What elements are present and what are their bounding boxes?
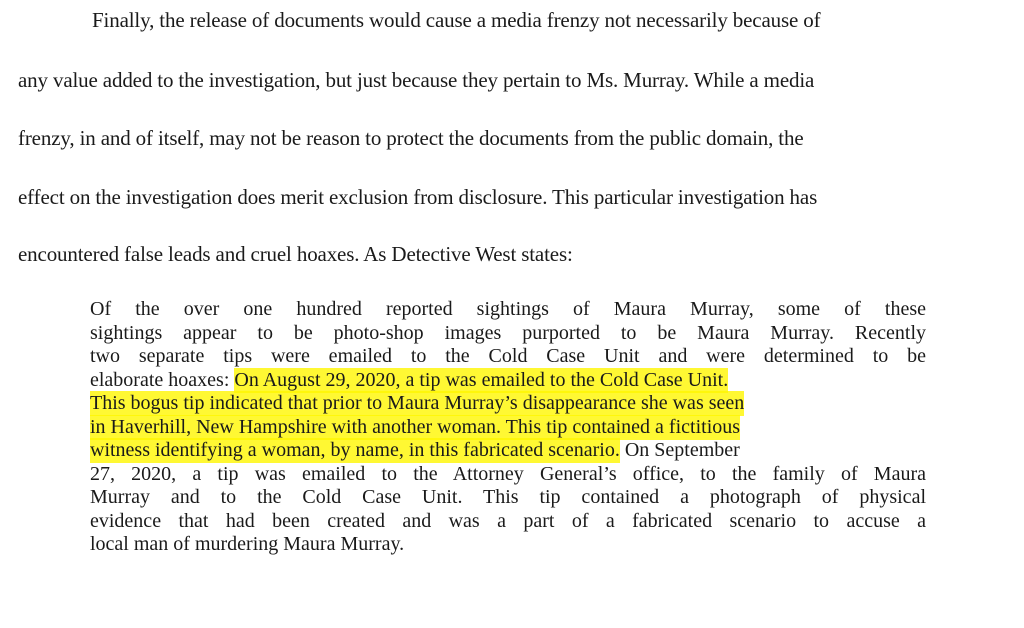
paragraph-line-1: Finally, the release of documents would cause a media frenzy not necessarily because of bbox=[92, 8, 821, 32]
quote-text: elaborate hoaxes: bbox=[90, 368, 235, 391]
paragraph-line-3: frenzy, in and of itself, may not be reason to protect the documents from the public domain, the bbox=[18, 126, 804, 150]
paragraph-line-4: effect on the investigation does merit exclusion from disclosure. This particular investigation has bbox=[18, 185, 818, 209]
quote-text: sightings appear to be photo-shop images purported to be Maura Murray. Recently bbox=[90, 321, 926, 344]
quote-text: Of the over one hundred reported sightings of Maura Murray, some of these bbox=[90, 298, 926, 320]
quote-text: two separate tips were emailed to the Cold Case Unit and were determined to be bbox=[90, 345, 926, 367]
highlighted-text: On August 29, 2020, a tip was emailed to the Cold Case Unit. bbox=[234, 368, 729, 391]
quote-text: On September bbox=[619, 439, 740, 461]
quote-text: Murray and to the Cold Case Unit. This tip contained a photograph of physical bbox=[90, 486, 926, 508]
quote-text: 27, 2020, a tip was emailed to the Attorney General’s office, to the family of Maura bbox=[90, 462, 926, 485]
quote-text: evidence that had been created and was a part of a fabricated scenario to accuse a bbox=[90, 509, 926, 532]
quote-line-8 bbox=[90, 463, 926, 487]
quote-line-3 bbox=[90, 345, 926, 369]
highlighted-text: in Haverhill, New Hampshire with another woman. This tip contained a fictitious bbox=[90, 415, 741, 438]
highlighted-text: witness identifying a woman, by name, in this fabricated scenario. bbox=[90, 439, 620, 461]
quote-line-2 bbox=[90, 322, 926, 346]
block-quote bbox=[90, 298, 926, 557]
quote-line-9 bbox=[90, 486, 926, 510]
paragraph-line-5: encountered false leads and cruel hoaxes. As Detective West states: bbox=[18, 242, 573, 266]
quote-line-5 bbox=[90, 392, 926, 416]
quote-line-6 bbox=[90, 416, 926, 440]
highlighted-text: This bogus tip indicated that prior to Maura Murray’s disappearance she was seen bbox=[90, 392, 745, 414]
quote-line-4 bbox=[90, 369, 926, 393]
quote-line-7 bbox=[90, 439, 926, 463]
paragraph-line-2: any value added to the investigation, but just because they pertain to Ms. Murray. While a media bbox=[18, 68, 815, 92]
quote-line-1 bbox=[90, 298, 926, 322]
quote-line-11 bbox=[90, 533, 926, 557]
quote-text: local man of murdering Maura Murray. bbox=[90, 533, 405, 555]
quote-line-10 bbox=[90, 510, 926, 534]
